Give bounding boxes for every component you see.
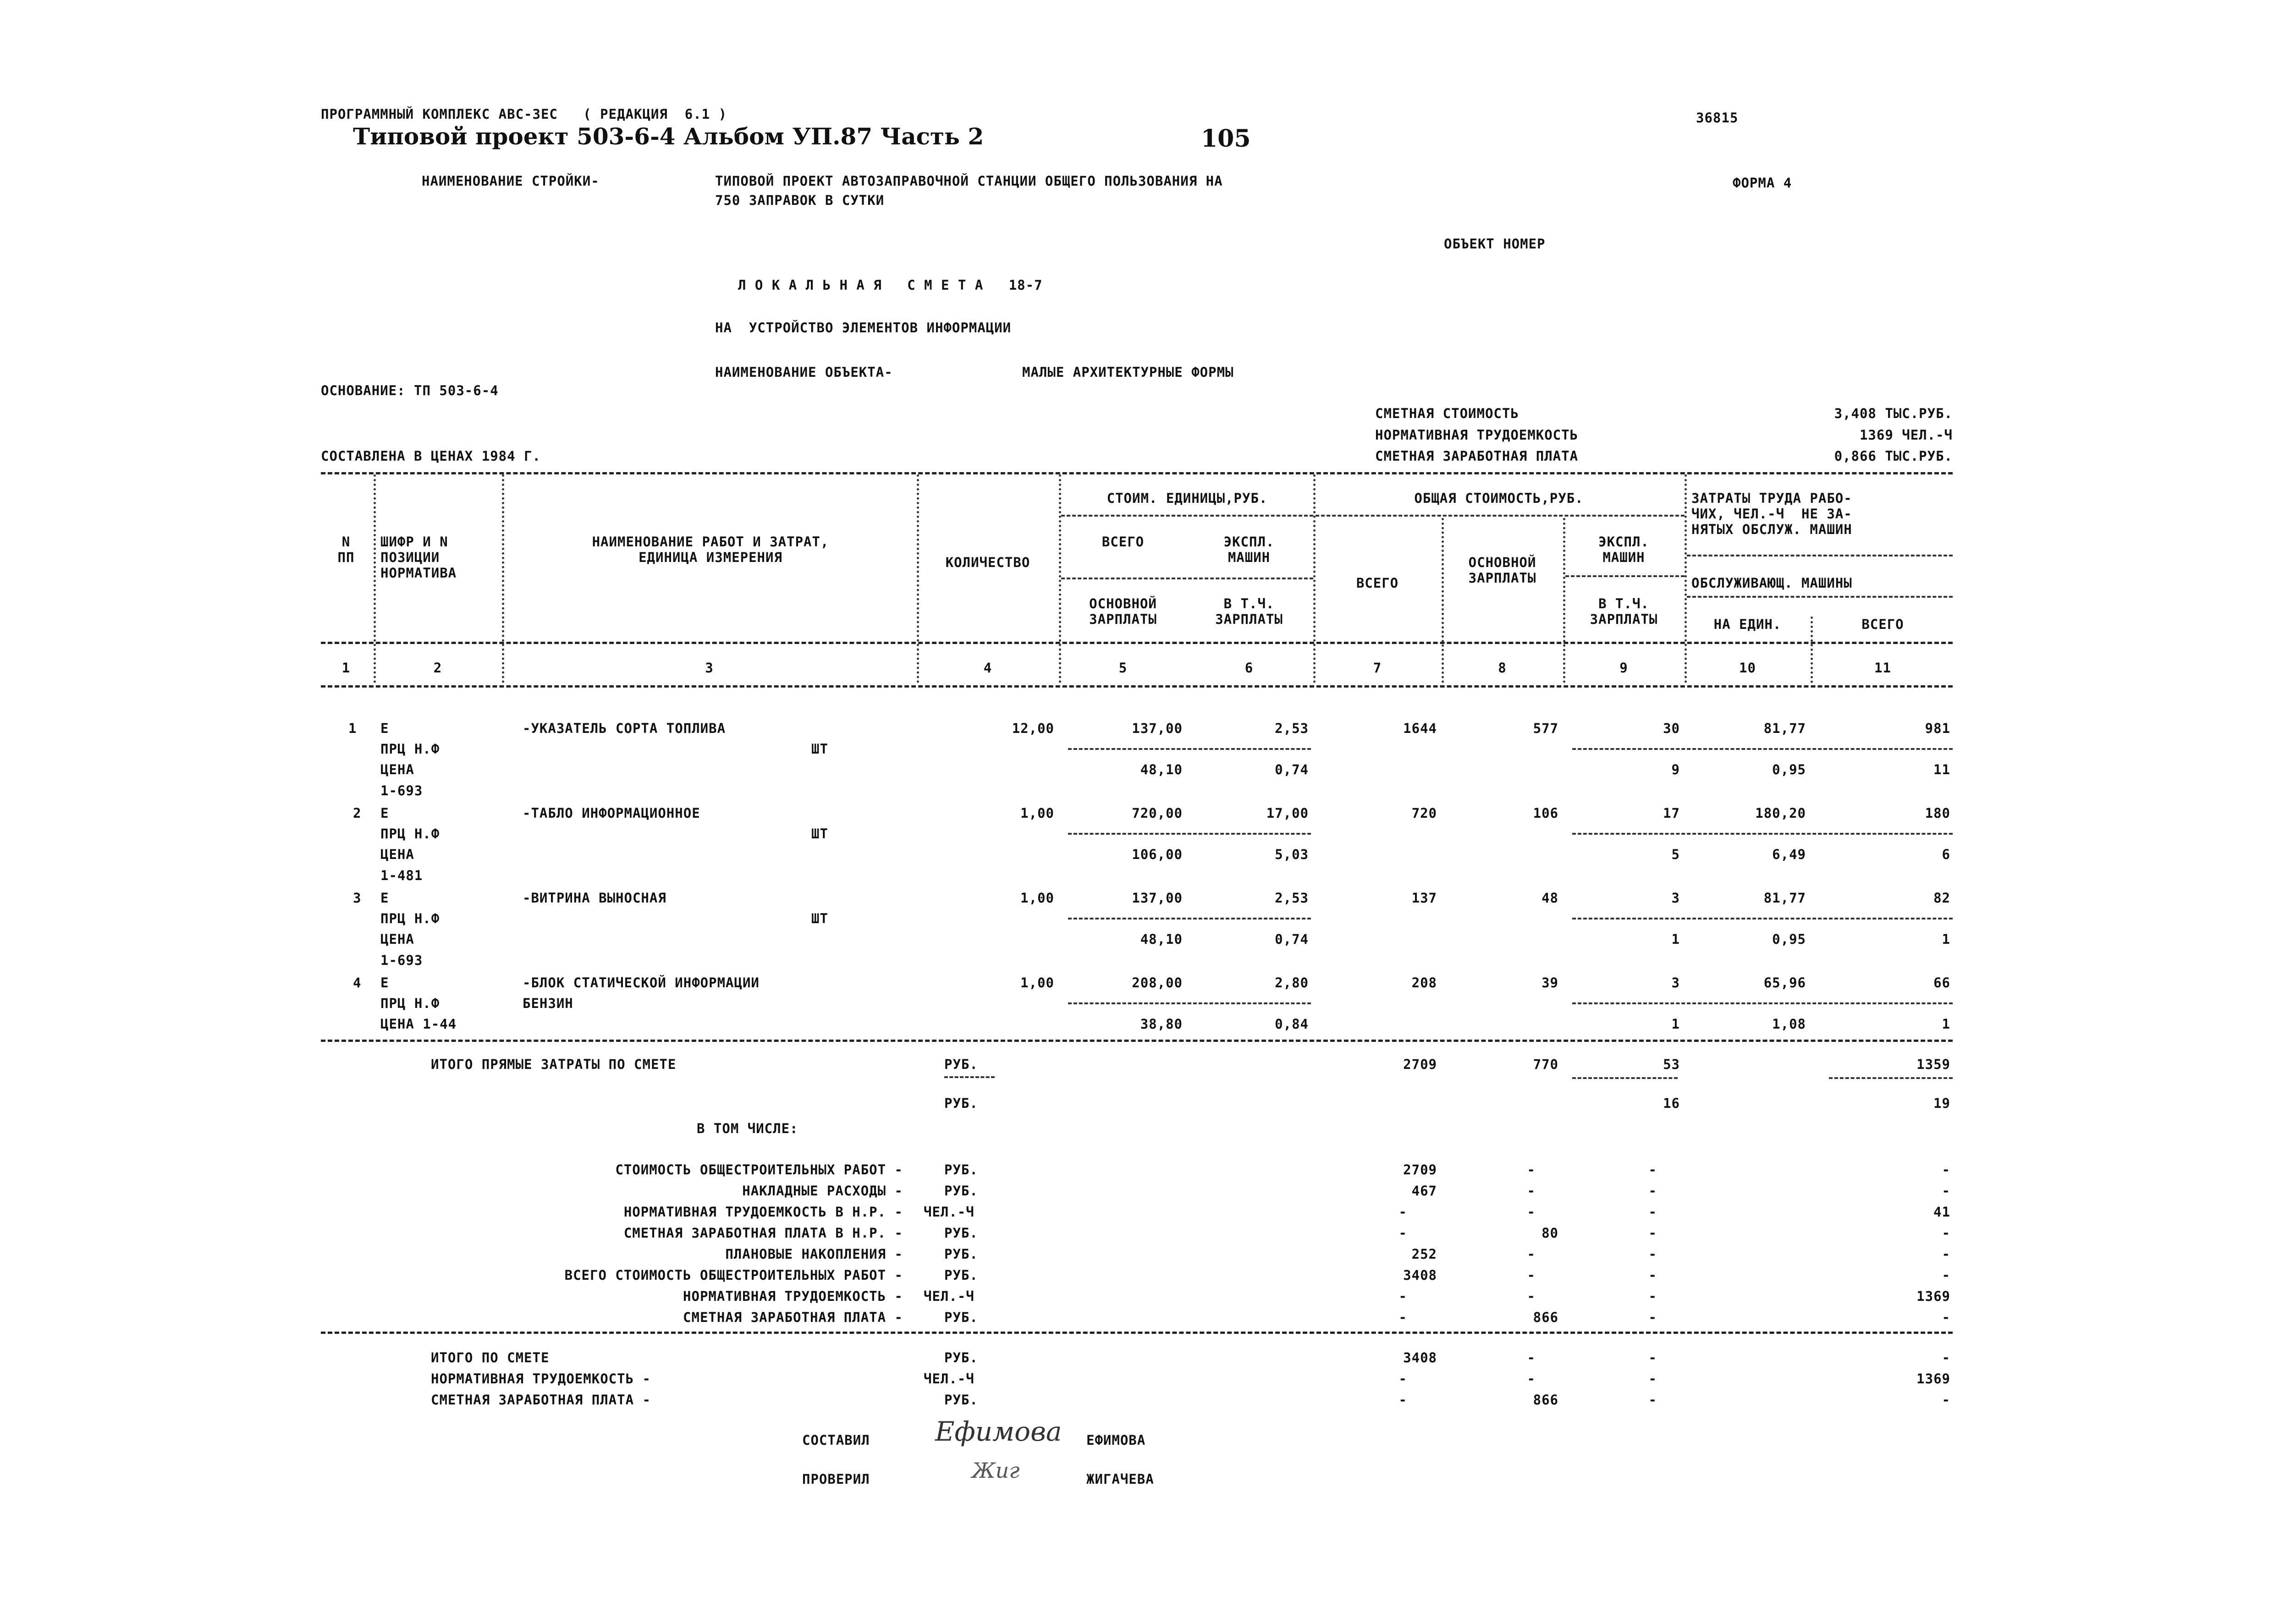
- row-divider: [1572, 918, 1953, 919]
- row-labor-total-2: 6: [1942, 847, 1950, 862]
- final-total: -: [1399, 1371, 1407, 1387]
- breakdown-mach: -: [1648, 1310, 1657, 1325]
- row-unit-total: 137,00: [1132, 721, 1183, 736]
- col-head-labor: ЗАТРАТЫ ТРУДА РАБО- ЧИХ, ЧЕЛ.-Ч НЕ ЗА- НЯТЫХ ОБСЛУЖ. МАШИН: [1691, 490, 1852, 537]
- row-divider: [1068, 748, 1311, 750]
- col-head-labor-total: ВСЕГО: [1861, 617, 1904, 632]
- composed-label: СОСТАВИЛ: [802, 1432, 870, 1448]
- row-total: 208: [1411, 975, 1437, 991]
- subheader-rule: [1316, 515, 1685, 517]
- number-row-rule: [321, 685, 1953, 688]
- breakdown-labor: -: [1942, 1225, 1950, 1241]
- row-total: 1644: [1403, 721, 1437, 736]
- composed-name: ЕФИМОВА: [1086, 1432, 1146, 1448]
- breakdown-label: НОРМАТИВНАЯ ТРУДОЕМКОСТЬ В Н.Р. -: [623, 1204, 903, 1220]
- breakdown-wage: 866: [1533, 1310, 1558, 1325]
- page-number: 105: [1201, 125, 1251, 153]
- breakdown-labor: -: [1942, 1246, 1950, 1262]
- col-head-mwage: В Т.Ч. ЗАРПЛАТЫ: [1590, 596, 1658, 627]
- row-total: 720: [1411, 805, 1437, 821]
- direct-mach: 53: [1663, 1057, 1680, 1072]
- object-number: ОБЪЕКТ НОМЕР: [1444, 236, 1546, 252]
- breakdown-wage: -: [1527, 1204, 1536, 1220]
- final-wage: -: [1527, 1371, 1536, 1387]
- breakdown-mach: -: [1648, 1267, 1657, 1283]
- totals-rule: [321, 1332, 1953, 1334]
- final-mach: -: [1648, 1350, 1657, 1365]
- row-code: Е: [380, 890, 389, 906]
- breakdown-total: -: [1399, 1225, 1407, 1241]
- row-mach: 3: [1671, 975, 1680, 991]
- breakdown-unit: РУБ.: [944, 1310, 978, 1325]
- direct-labor: 1359: [1916, 1057, 1950, 1072]
- breakdown-mach: -: [1648, 1204, 1657, 1220]
- row-unit-total: 137,00: [1132, 890, 1183, 906]
- final-unit: ЧЕЛ.-Ч: [924, 1371, 975, 1387]
- breakdown-unit: ЧЕЛ.-Ч: [924, 1204, 975, 1220]
- row-number: 2: [353, 805, 362, 821]
- breakdown-labor: -: [1942, 1183, 1950, 1199]
- construction-name-2: 750 ЗАПРАВОК В СУТКИ: [715, 193, 885, 208]
- row-wage: 48: [1542, 890, 1558, 906]
- row-divider: [1068, 833, 1311, 835]
- subheader-rule: [1061, 578, 1313, 579]
- row-qty: 1,00: [1020, 890, 1054, 906]
- final-unit: РУБ.: [944, 1350, 978, 1365]
- row-code: ПРЦ Н.Ф: [380, 826, 440, 842]
- row-mwage: 5: [1671, 847, 1680, 862]
- breakdown-total: 252: [1411, 1246, 1437, 1262]
- summary-wage-value: 0,866 ТЫС.РУБ.: [1834, 448, 1953, 464]
- row-unit-wage: 106,00: [1132, 847, 1183, 862]
- col-head-unit-mwage: В Т.Ч. ЗАРПЛАТЫ: [1215, 596, 1283, 627]
- project-line: Типовой проект 503-6-4 Альбом УП.87 Часть 2: [353, 123, 984, 150]
- row-labor-total: 82: [1933, 890, 1950, 906]
- col-number: 4: [983, 660, 992, 676]
- final-wage: 866: [1533, 1392, 1558, 1408]
- col-head-total-cost: ОБЩАЯ СТОИМОСТЬ,РУБ.: [1414, 490, 1584, 506]
- row-mach: 30: [1663, 721, 1680, 736]
- row-unit-total: 208,00: [1132, 975, 1183, 991]
- breakdown-label: НОРМАТИВНАЯ ТРУДОЕМКОСТЬ -: [683, 1288, 903, 1304]
- row-unit-mwage: 0,84: [1275, 1016, 1309, 1032]
- subheader-rule: [1687, 596, 1953, 598]
- row-code: ПРЦ Н.Ф: [380, 911, 440, 926]
- breakdown-label: ВСЕГО СТОИМОСТЬ ОБЩЕСТРОИТЕЛЬНЫХ РАБОТ -: [564, 1267, 903, 1283]
- breakdown-unit: РУБ.: [944, 1225, 978, 1241]
- row-divider: [1829, 1077, 1953, 1079]
- row-unit-wage: 38,80: [1140, 1016, 1183, 1032]
- object-name: МАЛЫЕ АРХИТЕКТУРНЫЕ ФОРМЫ: [1022, 364, 1234, 380]
- row-divider: [1572, 1077, 1678, 1079]
- col-separator: [374, 474, 376, 683]
- col-separator: [917, 474, 919, 683]
- breakdown-mach: -: [1648, 1288, 1657, 1304]
- col-head-mach: ЭКСПЛ. МАШИН: [1598, 534, 1649, 565]
- row-unit-mach: 2,80: [1275, 975, 1309, 991]
- breakdown-label: СТОИМОСТЬ ОБЩЕСТРОИТЕЛЬНЫХ РАБОТ -: [615, 1162, 903, 1178]
- row-name: -БЛОК СТАТИЧЕСКОЙ ИНФОРМАЦИИ: [523, 975, 760, 991]
- row-labor-unit-2: 6,49: [1772, 847, 1806, 862]
- table-top-rule: [321, 472, 1953, 474]
- breakdown-total: -: [1399, 1310, 1407, 1325]
- final-labor: -: [1942, 1392, 1950, 1408]
- breakdown-wage: -: [1527, 1267, 1536, 1283]
- col-number: 3: [705, 660, 714, 676]
- row-qty: 1,00: [1020, 975, 1054, 991]
- final-labor: 1369: [1916, 1371, 1950, 1387]
- checked-label: ПРОВЕРИЛ: [802, 1471, 870, 1487]
- col-number: 9: [1619, 660, 1628, 676]
- row-labor-unit: 180,20: [1755, 805, 1806, 821]
- basis: ОСНОВАНИЕ: ТП 503-6-4: [321, 383, 499, 398]
- row-labor-unit: 81,77: [1763, 890, 1806, 906]
- checked-name: ЖИГАЧЕВА: [1086, 1471, 1154, 1487]
- row-code: Е: [380, 805, 389, 821]
- final-total: -: [1399, 1392, 1407, 1408]
- breakdown-total: -: [1399, 1204, 1407, 1220]
- direct-costs-unit: РУБ.: [944, 1057, 978, 1072]
- col-number: 11: [1874, 660, 1891, 676]
- col-head-unit-total: ВСЕГО: [1101, 534, 1145, 550]
- col-head-n: N ПП: [337, 534, 355, 565]
- row-unit: ШТ: [811, 741, 828, 757]
- row-mach: 17: [1663, 805, 1680, 821]
- breakdown-label: СМЕТНАЯ ЗАРАБОТНАЯ ПЛАТА -: [683, 1310, 903, 1325]
- row-code: 1-693: [380, 952, 423, 968]
- final-wage: -: [1527, 1350, 1536, 1365]
- final-labor: -: [1942, 1350, 1950, 1365]
- row-wage: 577: [1533, 721, 1558, 736]
- breakdown-unit: РУБ.: [944, 1267, 978, 1283]
- header-bottom-rule: [321, 642, 1953, 644]
- row-qty: 1,00: [1020, 805, 1054, 821]
- breakdown-labor: -: [1942, 1267, 1950, 1283]
- direct-costs-unit-2: РУБ.: [944, 1096, 978, 1111]
- breakdown-wage: -: [1527, 1183, 1536, 1199]
- row-divider: [1572, 833, 1953, 835]
- final-label: СМЕТНАЯ ЗАРАБОТНАЯ ПЛАТА -: [431, 1392, 651, 1408]
- estimate-subject: НА УСТРОЙСТВО ЭЛЕМЕНТОВ ИНФОРМАЦИИ: [715, 320, 1012, 336]
- row-code: 1-693: [380, 783, 423, 798]
- prices-year: СОСТАВЛЕНА В ЦЕНАХ 1984 Г.: [321, 448, 541, 464]
- row-divider: [1068, 918, 1311, 919]
- col-head-unit-cost: СТОИМ. ЕДИНИЦЫ,РУБ.: [1107, 490, 1268, 506]
- col-number: 8: [1498, 660, 1507, 676]
- breakdown-total: -: [1399, 1288, 1407, 1304]
- row-number: 3: [353, 890, 362, 906]
- breakdown-labor: -: [1942, 1162, 1950, 1178]
- row-unit-mach: 17,00: [1266, 805, 1309, 821]
- row-code: ЦЕНА 1-44: [380, 1016, 457, 1032]
- col-head-unit-mach: ЭКСПЛ. МАШИН: [1223, 534, 1275, 565]
- row-labor-total-2: 1: [1942, 931, 1950, 947]
- row-labor-total-2: 1: [1942, 1016, 1950, 1032]
- direct-labor-2: 19: [1933, 1096, 1950, 1111]
- estimate-title: Л О К А Л Ь Н А Я С М Е Т А 18-7: [738, 277, 1043, 293]
- final-mach: -: [1648, 1371, 1657, 1387]
- row-qty: 12,00: [1012, 721, 1054, 736]
- direct-total: 2709: [1403, 1057, 1437, 1072]
- col-head-labor-machines: ОБСЛУЖИВАЮЩ. МАШИНЫ: [1691, 575, 1852, 591]
- row-total: 137: [1411, 890, 1437, 906]
- row-labor-total-2: 11: [1933, 762, 1950, 777]
- col-separator: [502, 474, 504, 683]
- summary-labor-label: НОРМАТИВНАЯ ТРУДОЕМКОСТЬ: [1375, 427, 1579, 443]
- row-labor-unit-2: 0,95: [1772, 931, 1806, 947]
- row-name-2: БЕНЗИН: [523, 996, 573, 1011]
- row-code: ПРЦ Н.Ф: [380, 741, 440, 757]
- col-number: 10: [1739, 660, 1756, 676]
- row-mach: 3: [1671, 890, 1680, 906]
- breakdown-mach: -: [1648, 1183, 1657, 1199]
- breakdown-wage: -: [1527, 1162, 1536, 1178]
- doc-code: 36815: [1696, 110, 1739, 126]
- breakdown-labor: 1369: [1916, 1288, 1950, 1304]
- col-head-labor-unit: НА ЕДИН.: [1713, 617, 1782, 632]
- col-number: 5: [1118, 660, 1128, 676]
- subheader-rule: [1061, 515, 1313, 517]
- rows-bottom-rule: [321, 1040, 1953, 1042]
- breakdown-unit: ЧЕЛ.-Ч: [924, 1288, 975, 1304]
- row-code: ЦЕНА: [380, 931, 414, 947]
- col-separator: [1442, 518, 1444, 683]
- row-labor-total: 180: [1925, 805, 1950, 821]
- construction-name-1: ТИПОВОЙ ПРОЕКТ АВТОЗАПРАВОЧНОЙ СТАНЦИИ ОБЩЕГО ПОЛЬЗОВАНИЯ НА: [715, 173, 1223, 189]
- col-number: 6: [1244, 660, 1254, 676]
- row-divider: [1572, 1002, 1953, 1004]
- breakdown-wage: -: [1527, 1288, 1536, 1304]
- row-name: -ТАБЛО ИНФОРМАЦИОННОЕ: [523, 805, 700, 821]
- col-head-qty: КОЛИЧЕСТВО: [945, 555, 1030, 570]
- subheader-rule: [1565, 575, 1685, 577]
- final-total: 3408: [1403, 1350, 1437, 1365]
- row-code: Е: [380, 721, 389, 736]
- direct-mwage: 16: [1663, 1096, 1680, 1111]
- checked-signature: Жиг: [972, 1458, 1020, 1483]
- breakdown-unit: РУБ.: [944, 1183, 978, 1199]
- row-labor-unit: 81,77: [1763, 721, 1806, 736]
- breakdown-mach: -: [1648, 1246, 1657, 1262]
- program-line: ПРОГРАММНЫЙ КОМПЛЕКС АВС-ЗЕС ( РЕДАКЦИЯ 6.1 ): [321, 106, 727, 122]
- row-labor-unit-2: 0,95: [1772, 762, 1806, 777]
- subheader-rule: [1687, 555, 1953, 556]
- row-code: 1-481: [380, 868, 423, 883]
- breakdown-unit: РУБ.: [944, 1162, 978, 1178]
- row-code: Е: [380, 975, 389, 991]
- col-number: 7: [1373, 660, 1382, 676]
- breakdown-total: 2709: [1403, 1162, 1437, 1178]
- col-head-wage: ОСНОВНОЙ ЗАРПЛАТЫ: [1468, 555, 1536, 586]
- including-label: В ТОМ ЧИСЛЕ:: [697, 1121, 798, 1136]
- row-labor-unit: 65,96: [1763, 975, 1806, 991]
- row-labor-total: 981: [1925, 721, 1950, 736]
- row-code: ПРЦ Н.Ф: [380, 996, 440, 1011]
- row-labor-total: 66: [1933, 975, 1950, 991]
- row-divider: [1572, 748, 1953, 750]
- row-unit-mwage: 0,74: [1275, 931, 1309, 947]
- col-number: 1: [341, 660, 351, 676]
- row-name: -ВИТРИНА ВЫНОСНАЯ: [523, 890, 666, 906]
- final-label: ИТОГО ПО СМЕТЕ: [431, 1350, 550, 1365]
- row-mwage: 9: [1671, 762, 1680, 777]
- summary-labor-value: 1369 ЧЕЛ.-Ч: [1859, 427, 1953, 443]
- direct-costs-label: ИТОГО ПРЯМЫЕ ЗАТРАТЫ ПО СМЕТЕ: [431, 1057, 677, 1072]
- breakdown-unit: РУБ.: [944, 1246, 978, 1262]
- breakdown-label: СМЕТНАЯ ЗАРАБОТНАЯ ПЛАТА В Н.Р. -: [623, 1225, 903, 1241]
- row-divider: [1068, 1002, 1311, 1004]
- form-number: ФОРМА 4: [1733, 175, 1792, 191]
- summary-cost-label: СМЕТНАЯ СТОИМОСТЬ: [1375, 406, 1519, 421]
- col-separator: [1685, 474, 1687, 683]
- row-unit-mwage: 5,03: [1275, 847, 1309, 862]
- col-head-name: НАИМЕНОВАНИЕ РАБОТ И ЗАТРАТ, ЕДИНИЦА ИЗМЕРЕНИЯ: [592, 534, 829, 565]
- breakdown-total: 3408: [1403, 1267, 1437, 1283]
- row-mwage: 1: [1671, 1016, 1680, 1032]
- row-unit-mwage: 0,74: [1275, 762, 1309, 777]
- row-number: 1: [348, 721, 357, 736]
- row-code: ЦЕНА: [380, 762, 414, 777]
- breakdown-mach: -: [1648, 1162, 1657, 1178]
- unit-divider: [944, 1076, 995, 1078]
- row-unit-mach: 2,53: [1275, 890, 1309, 906]
- row-name: -УКАЗАТЕЛЬ СОРТА ТОПЛИВА: [523, 721, 726, 736]
- row-unit: ШТ: [811, 911, 828, 926]
- composed-signature: Ефимова: [935, 1416, 1062, 1447]
- breakdown-total: 467: [1411, 1183, 1437, 1199]
- final-mach: -: [1648, 1392, 1657, 1408]
- breakdown-labor: -: [1942, 1310, 1950, 1325]
- summary-wage-label: СМЕТНАЯ ЗАРАБОТНАЯ ПЛАТА: [1375, 448, 1579, 464]
- construction-label: НАИМЕНОВАНИЕ СТРОЙКИ-: [422, 173, 600, 189]
- col-number: 2: [433, 660, 442, 676]
- row-wage: 39: [1542, 975, 1558, 991]
- row-unit-wage: 48,10: [1140, 931, 1183, 947]
- breakdown-wage: -: [1527, 1246, 1536, 1262]
- final-unit: РУБ.: [944, 1392, 978, 1408]
- breakdown-mach: -: [1648, 1225, 1657, 1241]
- breakdown-label: НАКЛАДНЫЕ РАСХОДЫ -: [742, 1183, 903, 1199]
- row-unit-mach: 2,53: [1275, 721, 1309, 736]
- row-labor-unit-2: 1,08: [1772, 1016, 1806, 1032]
- row-unit-wage: 48,10: [1140, 762, 1183, 777]
- row-number: 4: [353, 975, 362, 991]
- row-unit: ШТ: [811, 826, 828, 842]
- breakdown-label: ПЛАНОВЫЕ НАКОПЛЕНИЯ -: [725, 1246, 903, 1262]
- row-unit-total: 720,00: [1132, 805, 1183, 821]
- breakdown-labor: 41: [1933, 1204, 1950, 1220]
- breakdown-wage: 80: [1542, 1225, 1558, 1241]
- row-wage: 106: [1533, 805, 1558, 821]
- row-code: ЦЕНА: [380, 847, 414, 862]
- direct-wage: 770: [1533, 1057, 1558, 1072]
- col-head-unit-wage: ОСНОВНОЙ ЗАРПЛАТЫ: [1089, 596, 1157, 627]
- row-mwage: 1: [1671, 931, 1680, 947]
- col-head-code: ШИФР И N ПОЗИЦИИ НОРМАТИВА: [380, 534, 457, 581]
- final-label: НОРМАТИВНАЯ ТРУДОЕМКОСТЬ -: [431, 1371, 651, 1387]
- object-name-label: НАИМЕНОВАНИЕ ОБЪЕКТА-: [715, 364, 893, 380]
- summary-cost-value: 3,408 ТЫС.РУБ.: [1834, 406, 1953, 421]
- col-head-total: ВСЕГО: [1356, 575, 1399, 591]
